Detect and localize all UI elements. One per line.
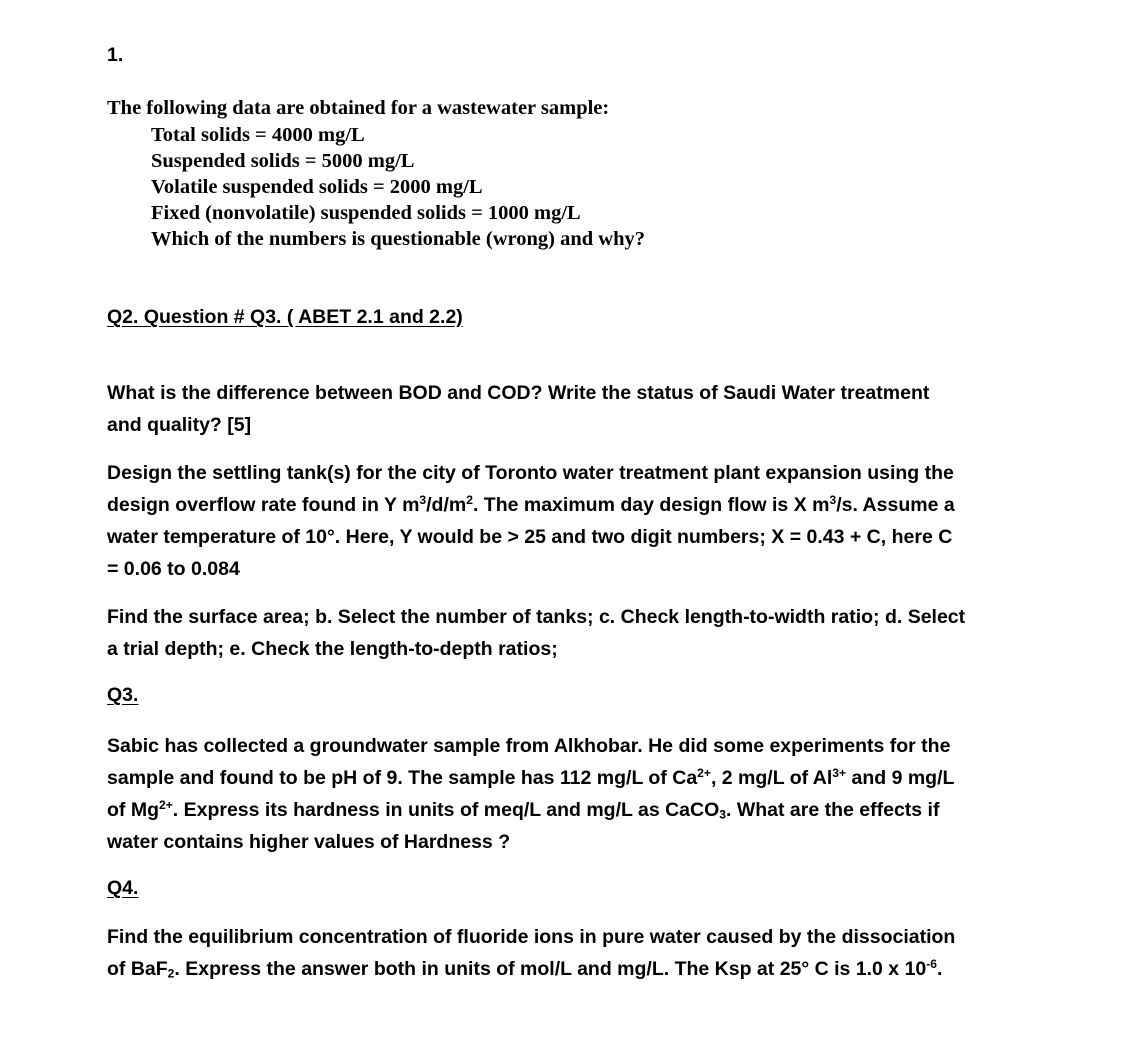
- paragraph-line: of BaF$_2$. Express the answer both in units of mol/L and mg/L. The Ksp at 25° C is 1.0 x $10^{-6}$.: [107, 956, 943, 981]
- data-item-total-solids: Total solids = 4000 mg/L: [151, 124, 365, 146]
- paragraph-line: and quality? [5]: [107, 414, 252, 436]
- paragraph-line: water contains higher values of Hardness ?: [107, 831, 511, 853]
- question-2-heading: Q2. Question # Q3. ( ABET 2.1 and 2.2): [107, 306, 463, 328]
- paragraph-line: a trial depth; e. Check the length-to-depth ratios;: [107, 638, 558, 660]
- question-1-prompt: Which of the numbers is questionable (wrong) and why?: [151, 228, 645, 250]
- paragraph-line: = 0.06 to 0.084: [107, 558, 240, 580]
- paragraph-line: of $Mg^{2+}$. Express its hardness in units of meq/L and mg/L as CaCO$_3$. What are the effects if: [107, 797, 940, 822]
- fluoride-question: [107, 921, 1047, 985]
- paragraph-line: Design the settling tank(s) for the city of Toronto water treatment plant expansion using the: [107, 462, 954, 484]
- settling-tank-design-question: [107, 457, 1047, 585]
- paragraph-line: Find the surface area; b. Select the number of tanks; c. Check length-to-width ratio; d. Select: [107, 606, 966, 628]
- paragraph-line: Sabic has collected a groundwater sample from Alkhobar. He did some experiments for the: [107, 735, 951, 757]
- paragraph-line: design overflow rate found in Y $m^3/d/m^2$. The maximum day design flow is X $m^3/s$. Assume a: [107, 492, 955, 516]
- question-1-intro: The following data are obtained for a wastewater sample:: [107, 97, 610, 119]
- paragraph-line: What is the difference between BOD and COD? Write the status of Saudi Water treatment: [107, 382, 930, 404]
- hardness-question: [107, 730, 1047, 858]
- paragraph-line: sample and found to be pH of 9. The sample has 112 mg/L of $Ca^{2+}$, 2 mg/L of $Al^{3+}$ and 9 mg/L: [107, 765, 955, 789]
- question-3-heading: Q3.: [107, 684, 139, 706]
- data-item-suspended-solids: Suspended solids = 5000 mg/L: [151, 150, 415, 172]
- paragraph-line: Find the equilibrium concentration of fluoride ions in pure water caused by the dissociation: [107, 926, 956, 948]
- data-item-fixed-suspended-solids: Fixed (nonvolatile) suspended solids = 1000 mg/L: [151, 202, 581, 224]
- question-4-heading: Q4.: [107, 877, 139, 899]
- design-steps: [107, 601, 1047, 665]
- question-1-number: 1.: [107, 44, 124, 66]
- data-item-volatile-suspended-solids: Volatile suspended solids = 2000 mg/L: [151, 176, 483, 198]
- paragraph-line: water temperature of 10°. Here, Y would be > 25 and two digit numbers; X = 0.43 + C, here C: [107, 526, 953, 548]
- bod-cod-question: [107, 377, 1047, 441]
